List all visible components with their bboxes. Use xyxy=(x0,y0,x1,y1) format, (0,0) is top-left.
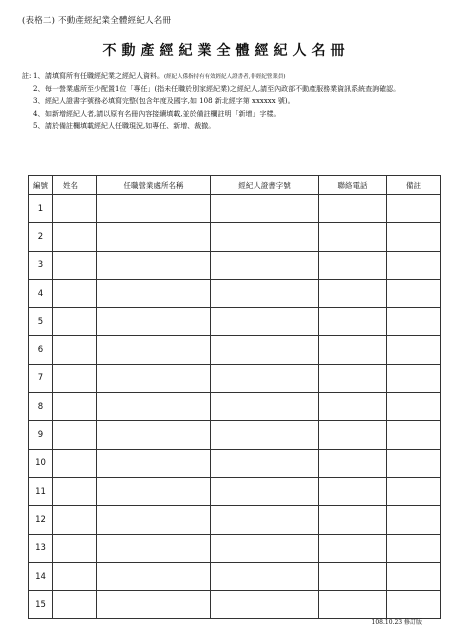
license-cell[interactable] xyxy=(211,421,319,449)
row-number: 14 xyxy=(29,562,53,590)
name-cell[interactable] xyxy=(53,591,97,619)
office-cell[interactable] xyxy=(97,506,211,534)
table-row xyxy=(29,534,441,562)
office-cell[interactable] xyxy=(97,279,211,307)
office-cell[interactable] xyxy=(97,591,211,619)
row-number: 11 xyxy=(29,477,53,505)
office-cell[interactable] xyxy=(97,251,211,279)
table-row xyxy=(29,223,441,251)
name-cell[interactable] xyxy=(53,195,97,223)
office-cell[interactable] xyxy=(97,195,211,223)
office-cell[interactable] xyxy=(97,336,211,364)
license-cell[interactable] xyxy=(211,223,319,251)
row-number: 3 xyxy=(29,251,53,279)
header-remarks: 備註 xyxy=(387,176,441,195)
license-cell[interactable] xyxy=(211,477,319,505)
phone-cell[interactable] xyxy=(319,591,387,619)
phone-cell[interactable] xyxy=(319,534,387,562)
license-cell[interactable] xyxy=(211,591,319,619)
header-name: 姓名 xyxy=(53,176,97,195)
office-cell[interactable] xyxy=(97,534,211,562)
row-number: 2 xyxy=(29,223,53,251)
phone-cell[interactable] xyxy=(319,449,387,477)
note-item-1 xyxy=(22,70,442,83)
name-cell[interactable] xyxy=(53,364,97,392)
remarks-cell[interactable] xyxy=(387,591,441,619)
name-cell[interactable] xyxy=(53,534,97,562)
remarks-cell[interactable] xyxy=(387,279,441,307)
office-cell[interactable] xyxy=(97,477,211,505)
row-number: 7 xyxy=(29,364,53,392)
revision-label: 108.10.23 修訂版 xyxy=(371,619,422,626)
note-item-3 xyxy=(22,95,442,107)
office-cell[interactable] xyxy=(97,223,211,251)
note-text: 每一營業處所至少配置1位「專任」(指未任職於別家經紀業)之經紀人,請至內政部不動產服務業資訊系統查詢確認。 xyxy=(45,85,401,94)
phone-cell[interactable] xyxy=(319,336,387,364)
license-cell[interactable] xyxy=(211,393,319,421)
note-number: 5、 xyxy=(33,121,45,130)
header-office: 任職營業處所名稱 xyxy=(97,176,211,195)
table-row xyxy=(29,364,441,392)
table-row xyxy=(29,393,441,421)
table-row xyxy=(29,562,441,590)
remarks-cell[interactable] xyxy=(387,421,441,449)
name-cell[interactable] xyxy=(53,562,97,590)
note-number: 3、 xyxy=(33,97,45,106)
license-cell[interactable] xyxy=(211,506,319,534)
office-cell[interactable] xyxy=(97,364,211,392)
name-cell[interactable] xyxy=(53,506,97,534)
header-license: 經紀人證書字號 xyxy=(211,176,319,195)
name-cell[interactable] xyxy=(53,308,97,336)
license-cell[interactable] xyxy=(211,562,319,590)
license-cell[interactable] xyxy=(211,279,319,307)
table-body xyxy=(29,195,441,619)
table-row xyxy=(29,251,441,279)
table-header-row xyxy=(29,176,441,195)
note-number: 1、 xyxy=(33,72,45,80)
remarks-cell[interactable] xyxy=(387,223,441,251)
document-title: 不動產經紀業全體經紀人名冊 xyxy=(102,43,350,59)
license-cell[interactable] xyxy=(211,364,319,392)
office-cell[interactable] xyxy=(97,449,211,477)
form-tag: (表格二) 不動產經紀業全體經紀人名冊 xyxy=(22,16,172,26)
name-cell[interactable] xyxy=(53,223,97,251)
notes-label: 註: xyxy=(22,72,32,80)
name-cell[interactable] xyxy=(53,336,97,364)
table-row xyxy=(29,506,441,534)
license-cell[interactable] xyxy=(211,336,319,364)
phone-cell[interactable] xyxy=(319,279,387,307)
note-text: 請填寫所有任職經紀業之經紀人資料。 xyxy=(45,72,164,80)
phone-cell[interactable] xyxy=(319,364,387,392)
header-phone: 聯絡電話 xyxy=(319,176,387,195)
phone-cell[interactable] xyxy=(319,308,387,336)
note-item-4 xyxy=(22,108,442,120)
row-number: 1 xyxy=(29,195,53,223)
license-cell[interactable] xyxy=(211,534,319,562)
row-number: 8 xyxy=(29,393,53,421)
table-row xyxy=(29,591,441,619)
table-row xyxy=(29,279,441,307)
phone-cell[interactable] xyxy=(319,562,387,590)
office-cell[interactable] xyxy=(97,421,211,449)
name-cell[interactable] xyxy=(53,251,97,279)
note-text: 請於備註欄填載經紀人任職現況,如專任、新增、裁撤。 xyxy=(45,121,216,130)
license-cell[interactable] xyxy=(211,195,319,223)
row-number: 10 xyxy=(29,449,53,477)
note-item-2 xyxy=(22,83,442,95)
phone-cell[interactable] xyxy=(319,223,387,251)
table-row xyxy=(29,308,441,336)
row-number: 15 xyxy=(29,591,53,619)
row-number: 13 xyxy=(29,534,53,562)
name-cell[interactable] xyxy=(53,477,97,505)
remarks-cell[interactable] xyxy=(387,308,441,336)
name-cell[interactable] xyxy=(53,421,97,449)
row-number: 9 xyxy=(29,421,53,449)
table-row xyxy=(29,336,441,364)
header-serial: 編號 xyxy=(29,176,53,195)
remarks-cell[interactable] xyxy=(387,336,441,364)
phone-cell[interactable] xyxy=(319,195,387,223)
name-cell[interactable] xyxy=(53,449,97,477)
agent-roster-table xyxy=(28,175,441,619)
table-row xyxy=(29,195,441,223)
phone-cell[interactable] xyxy=(319,393,387,421)
license-cell[interactable] xyxy=(211,308,319,336)
remarks-cell[interactable] xyxy=(387,534,441,562)
office-cell[interactable] xyxy=(97,393,211,421)
name-cell[interactable] xyxy=(53,279,97,307)
license-cell[interactable] xyxy=(211,449,319,477)
remarks-cell[interactable] xyxy=(387,393,441,421)
office-cell[interactable] xyxy=(97,308,211,336)
phone-cell[interactable] xyxy=(319,477,387,505)
table-row xyxy=(29,449,441,477)
note-number: 4、 xyxy=(33,109,45,118)
remarks-cell[interactable] xyxy=(387,449,441,477)
remarks-cell[interactable] xyxy=(387,195,441,223)
office-cell[interactable] xyxy=(97,562,211,590)
name-cell[interactable] xyxy=(53,393,97,421)
row-number: 4 xyxy=(29,279,53,307)
table-row xyxy=(29,421,441,449)
phone-cell[interactable] xyxy=(319,506,387,534)
remarks-cell[interactable] xyxy=(387,364,441,392)
phone-cell[interactable] xyxy=(319,421,387,449)
remarks-cell[interactable] xyxy=(387,506,441,534)
note-text: 如新增經紀人者,請以原有名冊內容接續填載,並於備註欄註明「新增」字樣。 xyxy=(45,109,281,118)
row-number: 5 xyxy=(29,308,53,336)
note-number: 2、 xyxy=(33,85,45,94)
note-small-text: (經紀人係指持有有效經紀人證書者,非經紀營業員) xyxy=(164,74,286,80)
remarks-cell[interactable] xyxy=(387,251,441,279)
license-cell[interactable] xyxy=(211,251,319,279)
row-number: 12 xyxy=(29,506,53,534)
remarks-cell[interactable] xyxy=(387,562,441,590)
row-number: 6 xyxy=(29,336,53,364)
phone-cell[interactable] xyxy=(319,251,387,279)
notes-section xyxy=(22,70,442,132)
note-item-5 xyxy=(22,120,442,132)
table-row xyxy=(29,477,441,505)
remarks-cell[interactable] xyxy=(387,477,441,505)
note-text: 經紀人證書字號務必填寫完整(包含年度及國字,如 108 新北經字第 xxxxxx 號)。 xyxy=(45,97,295,106)
